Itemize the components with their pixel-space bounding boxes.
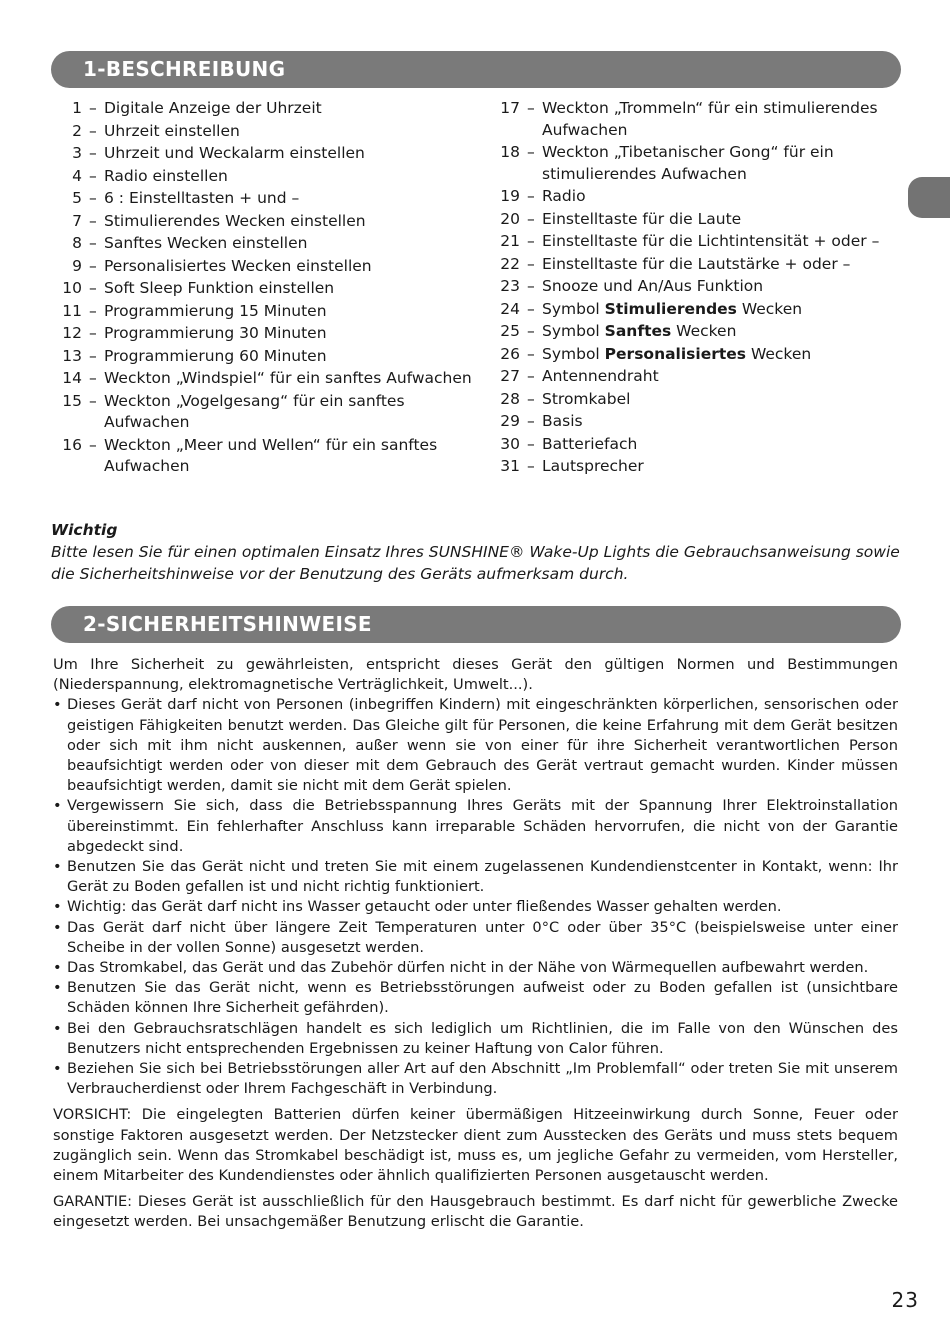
item-text-bold: Personalisiertes bbox=[604, 344, 747, 363]
item-number: 27 bbox=[500, 367, 520, 385]
item-dash: – bbox=[89, 369, 97, 387]
item-number: 8 bbox=[72, 234, 82, 252]
description-item bbox=[498, 410, 898, 433]
warranty-paragraph: GARANTIE: Dieses Gerät ist ausschließlich für den Hausgebrauch bestimmt. Es darf nicht für gewerbliche Zwecke eingesetzt werden. Bei unsachgemäßer Benutzung erlischt die Garantie. bbox=[53, 1193, 898, 1231]
safety-bullet bbox=[53, 796, 898, 857]
description-item bbox=[60, 345, 480, 368]
item-dash: – bbox=[527, 389, 535, 408]
item-dash: – bbox=[89, 99, 97, 117]
item-number: 3 bbox=[72, 144, 82, 162]
item-text: Uhrzeit einstellen bbox=[104, 121, 240, 140]
item-number: 28 bbox=[500, 389, 520, 408]
item-dash: – bbox=[527, 99, 535, 117]
page-number: 23 bbox=[891, 1288, 919, 1312]
item-text: Einstelltaste für die Laute bbox=[542, 209, 742, 228]
item-number: 7 bbox=[72, 211, 82, 230]
item-dash: – bbox=[89, 189, 97, 207]
item-text-post: Wecken bbox=[736, 299, 803, 318]
safety-bullet-text: Benutzen Sie das Gerät nicht, wenn es Betriebsstörungen aufweist oder zu Boden gefallen ist (unsichtbare Schäden können Ihre Sicherheit gefährden). bbox=[67, 979, 898, 1017]
item-text bbox=[542, 320, 898, 343]
item-text: Einstelltaste für die Lichtintensität + oder – bbox=[542, 232, 880, 250]
item-text: Stimulierendes Wecken einstellen bbox=[104, 211, 366, 230]
description-item bbox=[60, 322, 480, 345]
item-dash: – bbox=[527, 254, 535, 273]
safety-bullet-text: Beziehen Sie sich bei Betriebsstörungen aller Art auf den Abschnitt „Im Problemfall“ oder treten Sie mit unserem Verbraucherdienst oder Ihrem Fachgeschäft in Verbindung. bbox=[67, 1060, 898, 1098]
description-item bbox=[498, 141, 898, 185]
bullet-dot: • bbox=[53, 959, 62, 977]
description-item bbox=[60, 300, 480, 323]
description-item bbox=[498, 97, 898, 141]
description-item bbox=[60, 120, 480, 143]
item-number: 2 bbox=[72, 121, 82, 140]
description-item bbox=[498, 455, 898, 478]
item-number: 20 bbox=[500, 209, 520, 228]
item-text bbox=[542, 343, 898, 366]
description-item bbox=[60, 142, 480, 165]
item-dash: – bbox=[527, 187, 535, 205]
item-number: 11 bbox=[62, 301, 82, 320]
item-number: 9 bbox=[72, 256, 82, 275]
safety-bullet-list bbox=[53, 695, 898, 1099]
item-text: Soft Sleep Funktion einstellen bbox=[104, 279, 335, 297]
description-item bbox=[60, 367, 480, 390]
bullet-dot: • bbox=[53, 696, 62, 714]
item-dash: – bbox=[89, 435, 97, 454]
item-dash: – bbox=[527, 412, 535, 430]
item-text bbox=[542, 298, 898, 321]
safety-bullet bbox=[53, 857, 898, 897]
item-text: Antennendraht bbox=[542, 367, 659, 385]
item-text: Digitale Anzeige der Uhrzeit bbox=[104, 99, 322, 117]
item-text: Weckton „Windspiel“ für ein sanftes Aufwachen bbox=[104, 369, 472, 387]
item-number: 30 bbox=[500, 434, 520, 453]
description-item bbox=[60, 255, 480, 278]
item-number: 10 bbox=[62, 279, 82, 297]
item-number: 24 bbox=[500, 299, 520, 318]
safety-section bbox=[53, 655, 898, 1233]
description-item bbox=[60, 434, 480, 478]
description-item bbox=[498, 298, 898, 321]
item-dash: – bbox=[89, 279, 97, 297]
item-dash: – bbox=[89, 144, 97, 162]
safety-bullet bbox=[53, 958, 898, 978]
item-dash: – bbox=[89, 324, 97, 342]
description-item bbox=[498, 343, 898, 366]
item-dash: – bbox=[527, 232, 535, 250]
item-text-pre: Symbol bbox=[542, 299, 605, 318]
bullet-dot: • bbox=[53, 1060, 62, 1078]
item-dash: – bbox=[89, 121, 97, 140]
description-item bbox=[60, 232, 480, 255]
safety-bullet-text: Dieses Gerät darf nicht von Personen (inbegriffen Kindern) mit eingeschränkten körperlichen, sensorischen oder geistigen Fähigkeiten benutzt werden. Das Gleiche gilt für Personen, die keine Erfahrung mit dem Gerät besitzen oder sich mit ihm nicht auskennen, außer wenn sie von einer für ihre Sicherheit verantwortlichen Person beaufsichtigt werden oder von dieser mit dem Gebrauch des Gerät vertraut gemacht wurden. Kinder müssen beaufsichtigt werden, damit sie nicht mit dem Gerät spielen. bbox=[67, 696, 898, 795]
description-item bbox=[498, 185, 898, 208]
item-text-pre: Symbol bbox=[542, 322, 605, 340]
description-item bbox=[498, 388, 898, 411]
item-text: Batteriefach bbox=[542, 434, 638, 453]
item-number: 16 bbox=[62, 435, 82, 454]
important-note bbox=[51, 519, 903, 585]
item-text: Uhrzeit und Weckalarm einstellen bbox=[104, 144, 365, 162]
item-dash: – bbox=[527, 367, 535, 385]
description-item bbox=[498, 433, 898, 456]
item-text: Radio bbox=[542, 187, 586, 205]
safety-bullet-text: Wichtig: das Gerät darf nicht ins Wasser getaucht oder unter fließendes Wasser gehalten werden. bbox=[67, 898, 782, 916]
item-dash: – bbox=[527, 277, 535, 295]
item-dash: – bbox=[89, 166, 97, 185]
description-list-right bbox=[498, 97, 898, 478]
item-text: Radio einstellen bbox=[104, 166, 228, 185]
important-text: Bitte lesen Sie für einen optimalen Einsatz Ihres SUNSHINE® Wake-Up Lights die Gebrauchsanweisung sowie die Sicherheitshinweise vor der Benutzung des Geräts aufmerksam durch. bbox=[51, 543, 900, 583]
bullet-dot: • bbox=[53, 898, 62, 916]
item-dash: – bbox=[527, 322, 535, 340]
item-text: Lautsprecher bbox=[542, 457, 644, 475]
item-text: Programmierung 60 Minuten bbox=[104, 346, 327, 365]
item-number: 26 bbox=[500, 344, 520, 363]
item-number: 29 bbox=[500, 412, 520, 430]
item-text: 6 : Einstelltasten + und – bbox=[104, 189, 300, 207]
safety-bullet bbox=[53, 897, 898, 917]
item-number: 5 bbox=[72, 189, 82, 207]
item-text: Personalisiertes Wecken einstellen bbox=[104, 256, 372, 275]
item-text-bold: Stimulierendes bbox=[604, 299, 737, 318]
safety-bullet-text: Das Gerät darf nicht über längere Zeit Temperaturen unter 0°C oder über 35°C (beispielsweise unter einer Scheibe in der vollen Sonne) ausgesetzt werden. bbox=[67, 918, 898, 956]
safety-bullet bbox=[53, 978, 898, 1018]
item-text-bold: Sanftes bbox=[604, 322, 672, 340]
description-item bbox=[60, 390, 480, 434]
item-number: 22 bbox=[500, 254, 520, 273]
item-text: Weckton „Vogelgesang“ für ein sanftes Aufwachen bbox=[104, 391, 405, 431]
safety-bullet bbox=[53, 1019, 898, 1059]
safety-bullet bbox=[53, 918, 898, 958]
item-text: Weckton „Tibetanischer Gong“ für ein stimulierendes Aufwachen bbox=[542, 143, 834, 183]
item-dash: – bbox=[89, 211, 97, 230]
item-text-post: Wecken bbox=[746, 344, 812, 363]
item-number: 23 bbox=[500, 277, 520, 295]
section-title-sicherheitshinweise: 2-SICHERHEITSHINWEISE bbox=[51, 606, 901, 643]
description-item bbox=[60, 210, 480, 233]
section-title-beschreibung: 1-BESCHREIBUNG bbox=[51, 51, 901, 88]
description-item bbox=[498, 253, 898, 276]
item-number: 15 bbox=[62, 391, 82, 410]
item-dash: – bbox=[527, 457, 535, 475]
item-dash: – bbox=[89, 234, 97, 252]
safety-bullet bbox=[53, 695, 898, 796]
item-number: 1 bbox=[72, 99, 82, 117]
safety-bullet-text: Bei den Gebrauchsratschlägen handelt es sich lediglich um Richtlinien, die im Falle von den Wünschen des Benutzers nicht entsprechenden Ergebnissen zu keiner Haftung von Calor führen. bbox=[67, 1019, 898, 1057]
item-number: 17 bbox=[500, 99, 520, 117]
bullet-dot: • bbox=[53, 1019, 62, 1037]
item-number: 13 bbox=[62, 346, 82, 365]
description-item bbox=[498, 275, 898, 298]
item-number: 18 bbox=[500, 143, 520, 161]
item-text: Programmierung 30 Minuten bbox=[104, 324, 327, 342]
description-item bbox=[60, 97, 480, 120]
description-item bbox=[60, 165, 480, 188]
item-number: 12 bbox=[62, 324, 82, 342]
safety-bullet-text: Vergewissern Sie sich, dass die Betriebsspannung Ihres Geräts mit der Spannung Ihrer Elektroinstallation übereinstimmt. Ein fehlerhafter Anschluss kann irreparable Schäden hervorrufen, die nicht von der Garantie abgedeckt sind. bbox=[67, 797, 898, 855]
bullet-dot: • bbox=[53, 858, 62, 876]
important-title: Wichtig bbox=[51, 521, 118, 539]
item-number: 31 bbox=[500, 457, 520, 475]
item-number: 14 bbox=[62, 369, 82, 387]
bullet-dot: • bbox=[53, 918, 62, 936]
item-text: Stromkabel bbox=[542, 389, 631, 408]
description-item bbox=[498, 365, 898, 388]
safety-intro: Um Ihre Sicherheit zu gewährleisten, entspricht dieses Gerät den gültigen Normen und Bestimmungen (Niederspannung, elektromagnetische Verträglichkeit, Umwelt...). bbox=[53, 656, 898, 694]
description-item bbox=[498, 208, 898, 231]
description-item bbox=[498, 320, 898, 343]
bullet-dot: • bbox=[53, 979, 62, 997]
bullet-dot: • bbox=[53, 797, 62, 815]
item-dash: – bbox=[527, 434, 535, 453]
description-item bbox=[60, 187, 480, 210]
item-dash: – bbox=[89, 346, 97, 365]
language-tab-marker bbox=[908, 177, 950, 218]
description-list-left bbox=[60, 97, 480, 478]
item-dash: – bbox=[89, 301, 97, 320]
item-text: Sanftes Wecken einstellen bbox=[104, 234, 308, 252]
item-text: Weckton „Trommeln“ für ein stimulierendes Aufwachen bbox=[542, 99, 878, 139]
item-text: Programmierung 15 Minuten bbox=[104, 301, 327, 320]
item-text-post: Wecken bbox=[671, 322, 737, 340]
item-dash: – bbox=[527, 344, 535, 363]
item-dash: – bbox=[527, 143, 535, 161]
item-text: Einstelltaste für die Lautstärke + oder – bbox=[542, 254, 851, 273]
item-text: Snooze und An/Aus Funktion bbox=[542, 277, 764, 295]
caution-paragraph: VORSICHT: Die eingelegten Batterien dürfen keiner übermäßigen Hitzeeinwirkung durch Sonne, Feuer oder sonstige Faktoren ausgesetzt werden. Der Netzstecker dient zum Ausstecken des Geräts und muss stets bequem zugänglich sein. Wenn das Stromkabel beschädigt ist, muss es, um jegliche Gefahr zu vermeiden, vom Hersteller, einem Mitarbeiter des Kundendienstes oder ähnlich qualifizierten Personen ausgetauscht werden. bbox=[53, 1106, 898, 1185]
item-dash: – bbox=[89, 391, 97, 410]
item-number: 25 bbox=[500, 322, 520, 340]
item-text-pre: Symbol bbox=[542, 344, 605, 363]
item-number: 4 bbox=[72, 166, 82, 185]
item-number: 19 bbox=[500, 187, 520, 205]
item-dash: – bbox=[527, 209, 535, 228]
safety-bullet-text: Benutzen Sie das Gerät nicht und treten Sie mit einem zugelassenen Kundendienstcenter in Kontakt, wenn: Ihr Gerät zu Boden gefallen ist und nicht richtig funktioniert. bbox=[67, 858, 898, 896]
item-dash: – bbox=[527, 299, 535, 318]
item-text: Weckton „Meer und Wellen“ für ein sanftes Aufwachen bbox=[104, 435, 438, 475]
description-item bbox=[498, 230, 898, 253]
item-text: Basis bbox=[542, 412, 583, 430]
item-number: 21 bbox=[500, 232, 520, 250]
safety-bullet bbox=[53, 1059, 898, 1099]
description-item bbox=[60, 277, 480, 300]
safety-bullet-text: Das Stromkabel, das Gerät und das Zubehör dürfen nicht in der Nähe von Wärmequellen aufbewahrt werden. bbox=[67, 959, 869, 977]
item-dash: – bbox=[89, 256, 97, 275]
